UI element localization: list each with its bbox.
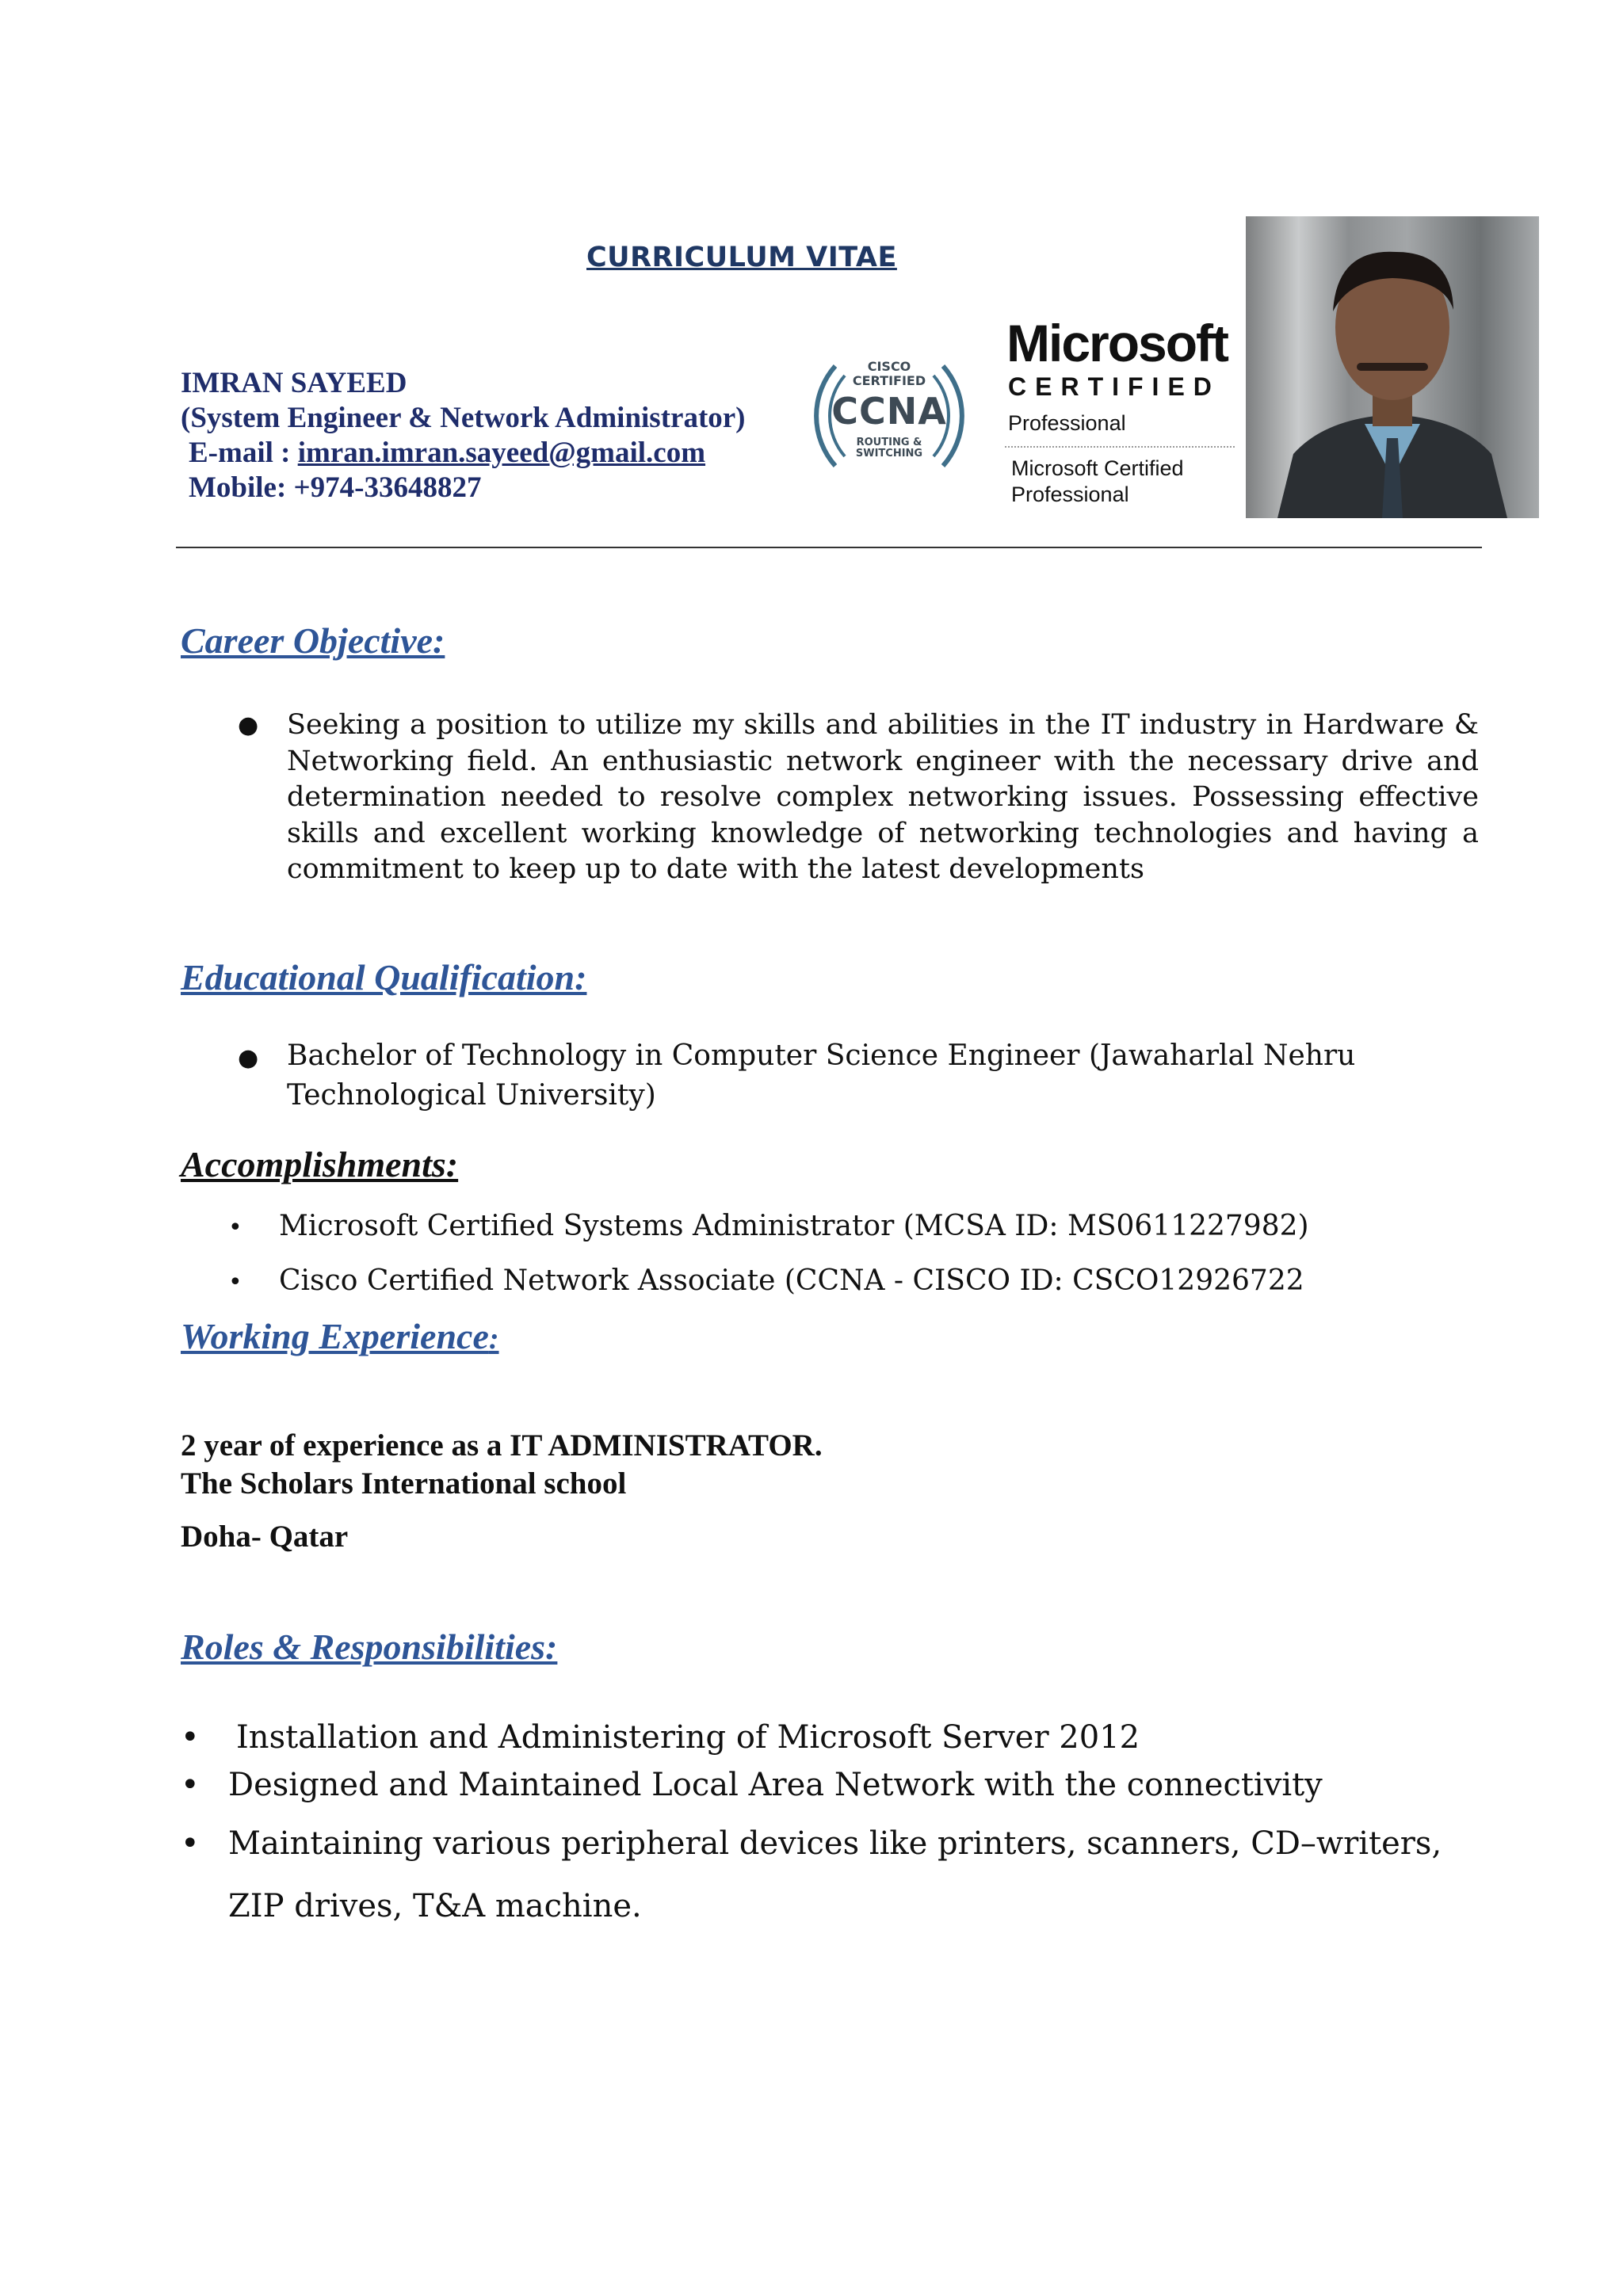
employer-name: The Scholars International school [181,1466,627,1501]
accomplishment-item: Cisco Certified Network Associate (CCNA - CISCO ID: CSCO12926722 [279,1264,1304,1297]
education-item-line1: Bachelor of Technology in Computer Science Engineer (Jawaharlal Nehru [287,1039,1356,1072]
mcp-line1: Microsoft Certified [1011,456,1184,480]
roles-heading: Roles & Responsibilities: [181,1627,558,1667]
ccna-track-line1: ROUTING & [856,437,922,448]
microsoft-level-label: Professional [1008,411,1126,435]
career-objective-text: Seeking a position to utilize my skills and abilities in the IT industry in Hardware & Networking field. An enthusiastic network engineer with the necessary drive and determination needed to resolve complex networking issues. Possessing effective skills and excellent working knowledge of networking technologies and having a commitment to keep up to date with the latest developments [287,709,1479,885]
ccna-header [794,360,984,388]
bullet-icon: ● [238,711,259,739]
education-item-line2: Technological University) [287,1079,656,1112]
role-item: Installation and Administering of Microsoft Server 2012 [236,1719,1140,1756]
contact-block [181,366,746,505]
microsoft-certified-badge [992,313,1230,519]
ccna-cisco-label: CISCO [867,359,911,374]
employer-location: Doha- Qatar [181,1520,349,1554]
working-experience-colon: : [488,1322,499,1356]
email-label: E-mail : [189,437,298,469]
role-item-continuation: ZIP drives, T&A machine. [228,1888,642,1924]
candidate-name: IMRAN SAYEED [181,367,407,399]
candidate-designation: (System Engineer & Network Administrator) [181,402,746,434]
page-title: CURRICULUM VITAE [586,242,897,273]
profile-photo [1246,216,1539,518]
working-experience-heading [181,1315,499,1357]
role-item: Designed and Maintained Local Area Network with the connectivity [228,1767,1323,1803]
header-divider [176,547,1482,548]
ccna-badge [794,349,984,483]
mobile-number: Mobile: +974-33648827 [189,471,482,504]
bullet-icon: • [228,1214,242,1241]
microsoft-brand: Microsoft [1006,314,1228,372]
ccna-track [794,437,984,460]
accomplishments-heading: Accomplishments: [181,1144,459,1184]
working-experience-title: Working Experience [181,1316,489,1356]
education-heading: Educational Qualification: [181,957,587,997]
bullet-icon: • [181,1767,200,1803]
mcp-label [1011,456,1184,508]
person-portrait-icon [1246,216,1539,518]
bullet-icon: • [181,1825,200,1862]
career-objective-heading: Career Objective: [181,620,445,661]
email-row [181,436,746,471]
bullet-icon: • [228,1268,242,1296]
email-link[interactable]: imran.imran.sayeed@gmail.com [297,437,706,469]
ccna-certified-label: CERTIFIED [852,373,926,388]
badge-divider [1005,446,1235,448]
ccna-track-line2: SWITCHING [855,448,923,460]
experience-summary: 2 year of experience as a IT ADMINISTRATOR. [181,1428,823,1463]
ccna-main-label: CCNA [831,390,947,433]
bullet-icon: • [181,1719,200,1756]
bullet-icon: ● [238,1044,259,1072]
role-item: Maintaining various peripheral devices like printers, scanners, CD–writers, [228,1825,1442,1862]
accomplishment-item: Microsoft Certified Systems Administrator (MCSA ID: MS0611227982) [279,1210,1309,1242]
microsoft-certified-label: CERTIFIED [1008,372,1220,401]
mcp-line2: Professional [1011,482,1129,506]
